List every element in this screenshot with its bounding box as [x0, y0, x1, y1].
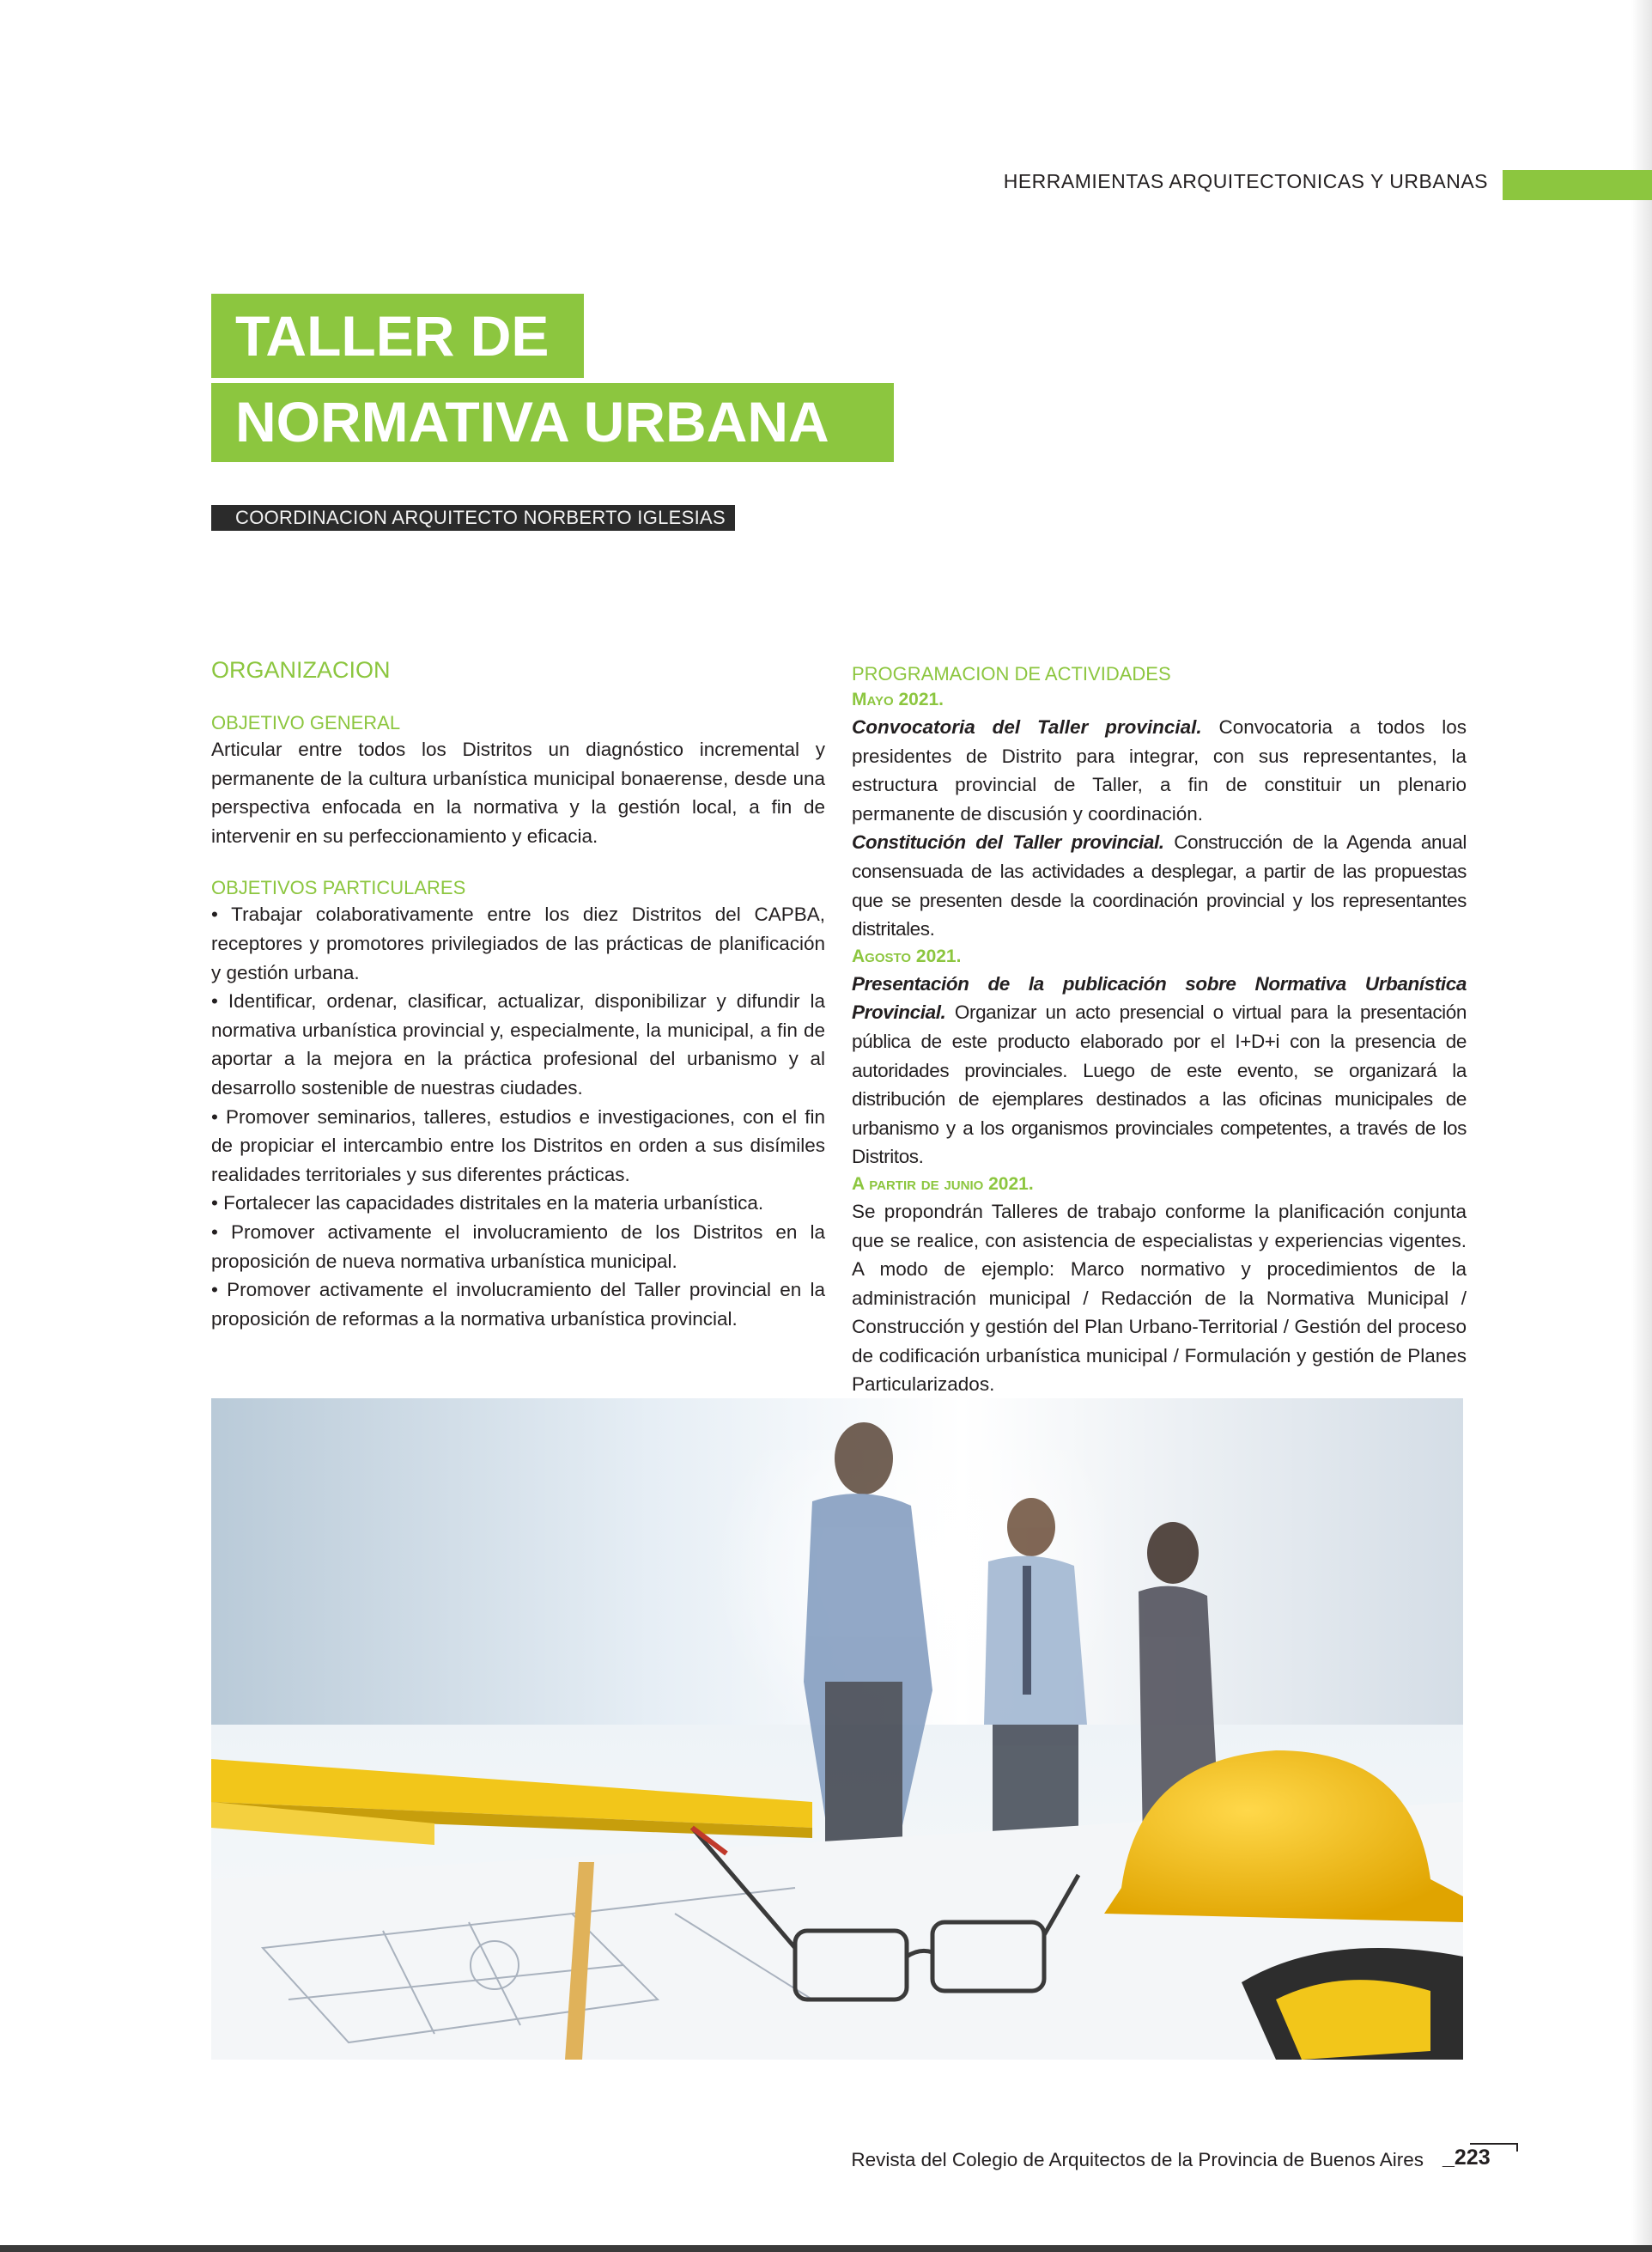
- photo-illustration: [211, 1398, 1463, 2060]
- objetivo-general-heading: OBJETIVO GENERAL: [211, 712, 401, 733]
- mayo-item-1-title: Convocatoria del Taller provincial.: [852, 716, 1202, 738]
- page-edge-shadow: [1631, 0, 1652, 2252]
- list-item: • Fortalecer las capacidades distritales en la materia urbanística.: [211, 1192, 764, 1214]
- left-column: [211, 653, 825, 1333]
- mayo-item-1: [852, 713, 1467, 828]
- date-heading-mayo: Mayo 2021.: [852, 690, 944, 709]
- programacion-heading: PROGRAMACION DE ACTIVIDADES: [852, 663, 1171, 685]
- list-item: • Identificar, ordenar, clasificar, actualizar, disponibilizar y difundir la normativa urbanística provincial y, especialmente, la municipal, a fin de aportar a la mejora en la práctica profesional del urbanismo y al desarrollo sostenible de nuestras ciudades.: [211, 990, 825, 1099]
- agosto-item-text: Organizar un acto presencial o virtual para la presentación pública de este producto elaborado por el I+D+i con la presencia de autoridades provinciales. Luego de este evento, se organizará la distribución de ejemplares destinados a las oficinas municipales de urbanismo y a los organismos provinciales competentes, a través de los Distritos.: [852, 1001, 1467, 1168]
- section-label: HERRAMIENTAS ARQUITECTONICAS Y URBANAS: [1003, 170, 1488, 192]
- objetivo-general-text: Articular entre todos los Distritos un diagnóstico incremental y permanente de la cultura urbanística municipal bonaerense, desde una perspectiva enfocada en la normativa y la gestión local, a fin de intervenir en su perfeccionamiento y eficacia.: [211, 739, 825, 847]
- section-accent-bar: [1503, 170, 1652, 200]
- list-item: • Promover activamente el involucramiento de los Distritos en la proposición de nueva normativa urbanística municipal.: [211, 1220, 825, 1272]
- list-item: • Trabajar colaborativamente entre los diez Distritos del CAPBA, receptores y promotores privilegiados de las prácticas de planificación y gestión urbana.: [211, 904, 825, 983]
- article-title-line-2: NORMATIVA URBANA: [211, 383, 894, 462]
- junio-text: Se propondrán Talleres de trabajo conforme la planificación conjunta que se realice, con asistencia de especialistas y experiencias vigentes. A modo de ejemplo: Marco normativo y procedimientos de la administración municipal / Redacción de la Normativa Municipal / Construcción y gestión del Plan Urbano-Territorial / Gestión del proceso de codificación urbanística municipal / Formulación y gestión de Planes Particularizados.: [852, 1200, 1467, 1396]
- agosto-item: [852, 970, 1467, 1172]
- date-heading-agosto: Agosto 2021.: [852, 946, 962, 966]
- agosto-item-title: Presentación de la publicación sobre Normativa Urbanística Provincial.: [852, 972, 1467, 1024]
- footer-publication: Revista del Colegio de Arquitectos de la Provincia de Buenos Aires: [851, 2149, 1424, 2170]
- organizacion-heading: ORGANIZACION: [211, 657, 391, 683]
- mayo-item-1-text: Convocatoria a todos los presidentes de Distrito para integrar, con sus representantes, la estructura provincial de Taller, a fin de constituir un plenario permanente de discusión y coordinación.: [852, 716, 1467, 825]
- meeting-photo: [211, 1398, 1463, 2060]
- list-item: • Promover seminarios, talleres, estudios e investigaciones, con el fin de propiciar el intercambio entre los Distritos en orden a sus disímiles realidades territoriales y sus diferentes prácticas.: [211, 1105, 825, 1185]
- list-item: • Promover activamente el involucramiento del Taller provincial en la proposición de reformas a la normativa urbanística provincial.: [211, 1279, 825, 1330]
- right-column: [852, 653, 1467, 1399]
- objetivos-particulares-heading: OBJETIVOS PARTICULARES: [211, 877, 466, 899]
- mayo-item-2: [852, 828, 1467, 943]
- mayo-item-2-title: Constitución del Taller provincial.: [852, 831, 1164, 854]
- page-number-tick: [1516, 2143, 1518, 2152]
- article-title-line-1: TALLER DE: [211, 294, 584, 378]
- scan-bottom-edge: [0, 2245, 1652, 2252]
- page-number: _223: [1442, 2145, 1491, 2170]
- page-number-rule: [1470, 2143, 1518, 2145]
- mayo-item-2-text: Construcción de la Agenda anual consensuada de las actividades a desplegar, a partir de las propuestas que se presenten desde la coordinación provincial y los representantes distritales.: [852, 831, 1467, 940]
- coordination-band: COORDINACION ARQUITECTO NORBERTO IGLESIAS: [211, 505, 735, 531]
- date-heading-junio: A partir de junio 2021.: [852, 1173, 1034, 1194]
